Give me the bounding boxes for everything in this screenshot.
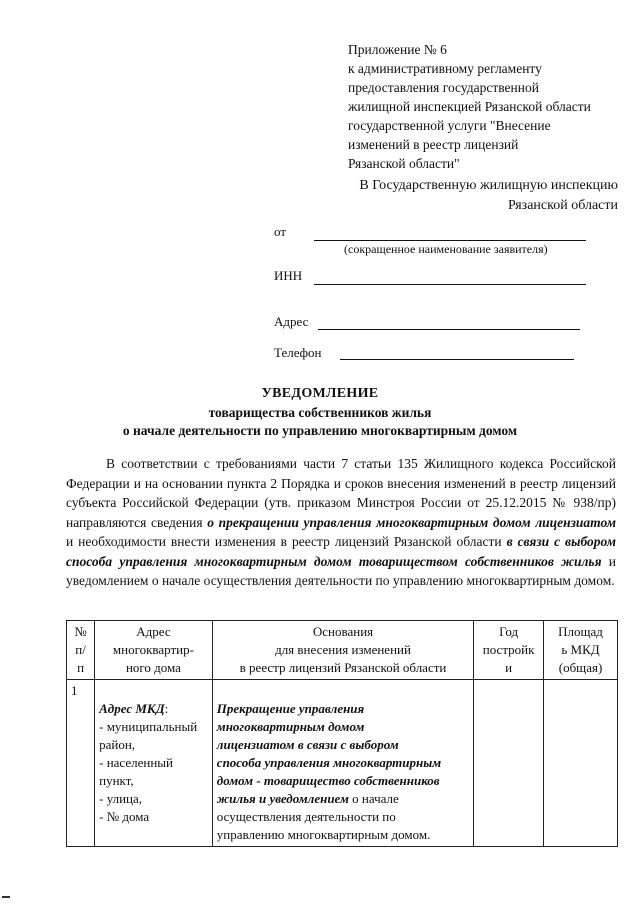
from-label: от <box>274 224 287 239</box>
header-cell-area: Площад ь МКД (общая) <box>544 621 618 680</box>
header-cell-basis: Основания для внесения изменений в реестр лицензий Рязанской области <box>212 621 473 680</box>
address-input-line[interactable] <box>318 329 580 330</box>
appendix-line: изменений в реестр лицензий <box>348 137 519 152</box>
doc-subtitle-2: о начале деятельности по управлению многоквартирным домом <box>122 423 518 438</box>
address-line: - муниципальный <box>99 719 198 734</box>
body-text: В соответствии с требованиями части 7 статьи 135 Жилищного кодекса Российской Федерации и на основании пункта 2 Порядка и сроков внесения изменений в реестр лицензий субъекта Российской Федерации (утв. приказом Минстроя России от 25.12.2015 № 938/пр) направляются сведения <box>66 456 616 530</box>
phone-label: Телефон <box>274 345 322 360</box>
phone-input-line[interactable] <box>340 359 574 360</box>
body-text: и необходимости внести изменения в реестр лицензий Рязанской области <box>66 534 507 549</box>
appendix-line: государственной услуги "Внесение <box>348 118 551 133</box>
appendix-line: Рязанской области" <box>348 156 460 171</box>
body-paragraph <box>66 454 616 591</box>
body-text: и уведомлением о начале осуществления деятельности по управлению многоквартирным домом. <box>66 553 616 588</box>
inn-label: ИНН <box>274 268 303 283</box>
addressee-line1: В Государственную жилищную инспекцию <box>359 178 618 193</box>
doc-subtitle-1: товарищества собственников жилья <box>208 405 432 420</box>
table-header-row <box>67 621 618 680</box>
cell-area[interactable] <box>544 680 618 847</box>
cell-basis: Прекращение управления многоквартирным домом лицензиатом в связи с выбором способа управления многоквартирным домом - товарищество собственников жилья и уведомлением о начале осуществления деятельности по управлению многоквартирным домом. <box>212 680 473 847</box>
address-title: Адрес МКД <box>99 701 165 716</box>
cell-num: 1 <box>67 680 95 847</box>
appendix-line: Приложение № 6 <box>348 42 447 57</box>
appendix-line: жилищной инспекцией Рязанской области <box>348 99 591 114</box>
appendix-line: к административному регламенту <box>348 61 542 76</box>
body-emphasis: о прекращении управления многоквартирным домом лицензиатом <box>207 514 616 530</box>
address-line: - № дома <box>99 809 150 824</box>
addressee-block <box>359 176 618 216</box>
appendix-line: предоставления государственной <box>348 80 539 95</box>
info-table <box>66 620 618 847</box>
cell-address[interactable]: Адрес МКД: - муниципальный район, - населенный пункт, - улица, - № дома <box>95 680 213 847</box>
table-row <box>67 680 618 847</box>
address-line: - населенный <box>99 755 173 770</box>
address-label: Адрес <box>274 314 309 329</box>
header-cell-year: Год постройк и <box>474 621 544 680</box>
cell-year[interactable] <box>474 680 544 847</box>
doc-title: УВЕДОМЛЕНИЕ <box>261 386 379 401</box>
header-cell-num: № п/ п <box>67 621 95 680</box>
from-input-line[interactable] <box>314 240 586 241</box>
body-emphasis: в связи с выбором способа управления многоквартирным домом товариществом собственников жилья <box>66 534 616 569</box>
addressee-line2: Рязанской области <box>507 198 618 213</box>
inn-input-line[interactable] <box>314 284 586 285</box>
address-line: - улица, <box>99 791 143 806</box>
from-hint: (сокращенное наименование заявителя) <box>344 242 548 256</box>
appendix-block <box>348 40 591 173</box>
header-cell-address: Адрес многоквартир- ного дома <box>95 621 213 680</box>
address-line: пункт, <box>99 773 134 788</box>
scan-mark <box>2 896 10 898</box>
address-line: район, <box>99 737 136 752</box>
